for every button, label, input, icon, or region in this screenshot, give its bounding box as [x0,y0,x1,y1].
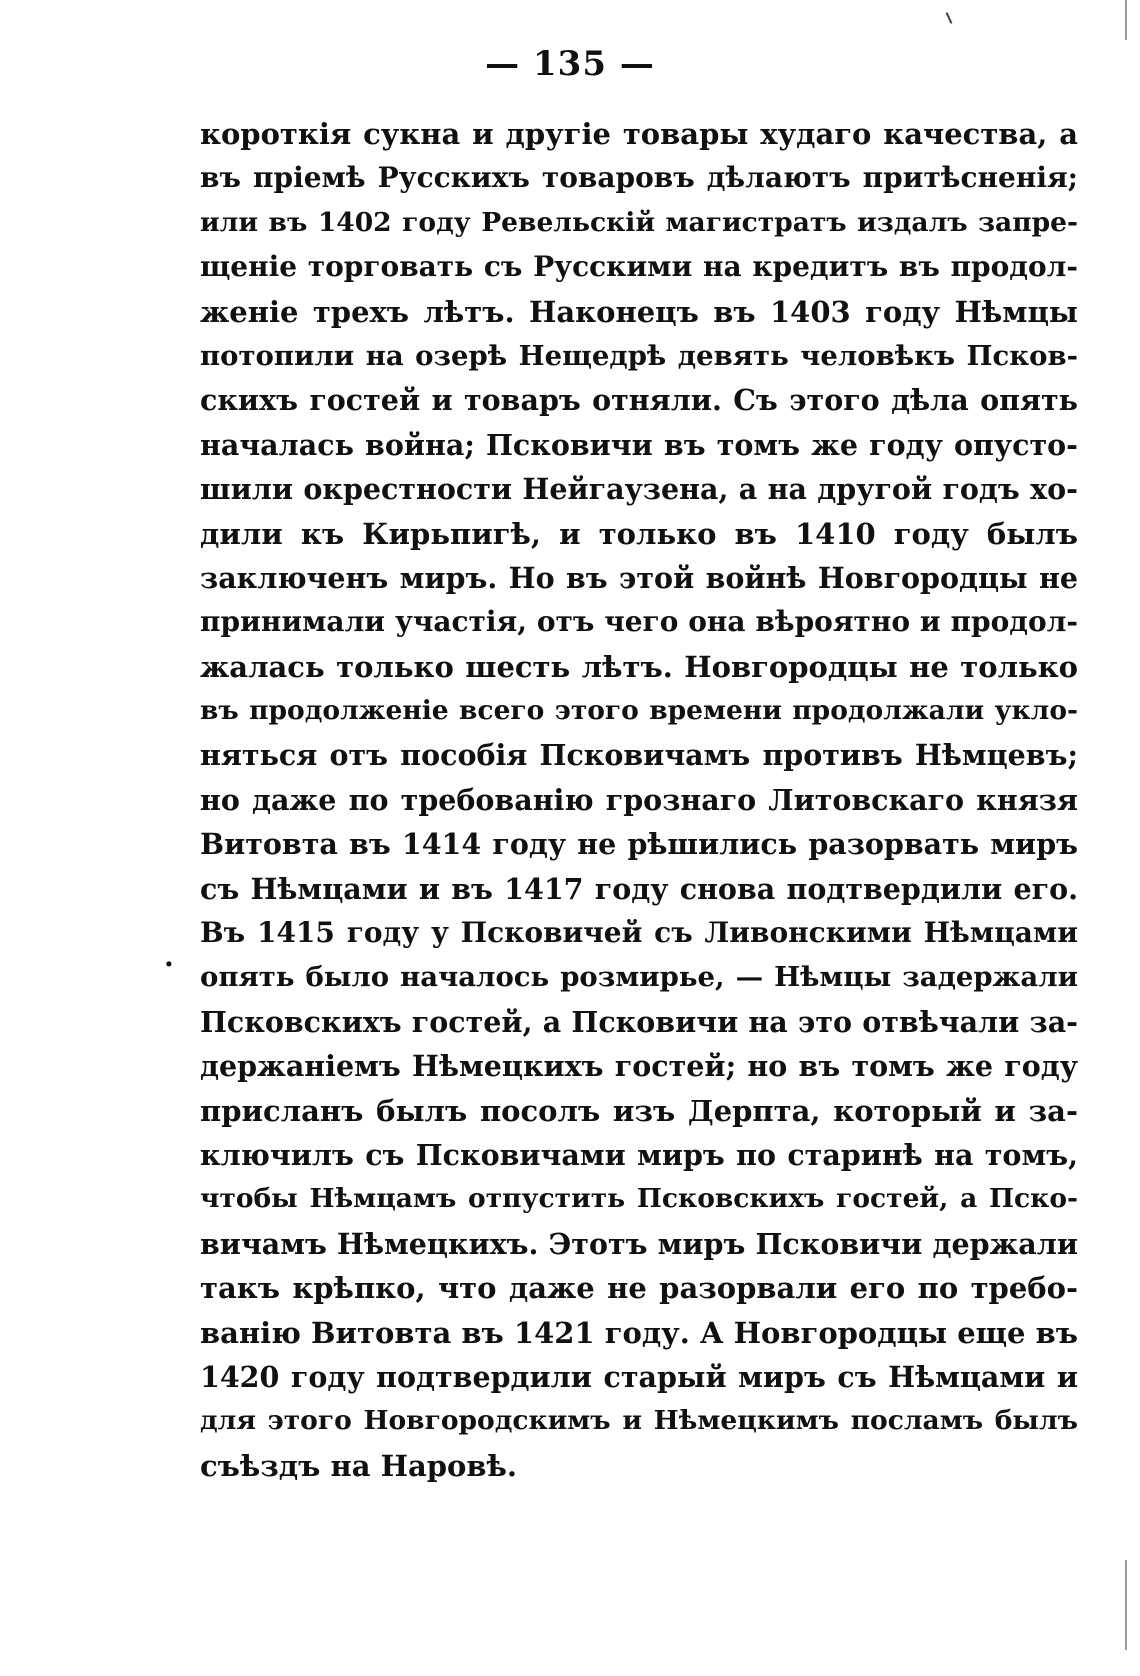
text-line: няться отъ пособія Псковичамъ противъ Нѣмцевъ; [200,738,1078,773]
page-edge-line-top [1125,0,1127,40]
text-line: принимали участія, отъ чего она вѣроятно и продол- [200,605,1078,639]
text-line: началась война; Псковичи въ томъ же году опусто- [200,427,1078,462]
page-edge-line-bottom [1125,1560,1127,1650]
text-line: Въ 1415 году у Псковичей съ Ливонскими Нѣмцами [200,916,1078,950]
text-line: потопили на озерѣ Нещедрѣ девять человѣкъ Псков- [200,339,1078,372]
text-line: 1420 году подтвердили старый миръ съ Нѣмцами и [200,1359,1078,1394]
text-line: заключенъ миръ. Но въ этой войнѣ Новгородцы не [200,560,1078,595]
text-line: Псковскихъ гостей, а Псковичи на это отвѣчали за- [200,1004,1078,1039]
text-line: въ пріемѣ Русскихъ товаровъ дѣлаютъ притѣсненія; [200,161,1078,195]
text-line: жалась только шесть лѣтъ. Новгородцы не только [200,649,1078,684]
text-line: или въ 1402 году Ревельскій магистратъ издалъ запре- [200,206,1078,238]
text-line: опять было началось розмирье, — Нѣмцы задержали [200,961,1078,994]
text-line: шили окрестности Нейгаузена, а на другой годъ хо- [200,472,1078,507]
text-line: съ Нѣмцами и въ 1417 году снова подтвердили его. [200,871,1078,906]
text-line: щеніе торговать съ Русскими на кредитъ въ продол- [200,250,1078,284]
body-text [200,112,1078,1488]
text-line: вичамъ Нѣмецкихъ. Этотъ миръ Псковичи держали [200,1226,1078,1261]
text-line: ключилъ съ Псковичами миръ по старинѣ на томъ, [200,1137,1078,1172]
text-line: присланъ былъ посолъ изъ Дерпта, который и за- [200,1093,1078,1128]
text-line: Витовта въ 1414 году не рѣшились разорвать миръ [200,827,1078,862]
text-line: держаніемъ Нѣмецкихъ гостей; но въ томъ же году [200,1049,1078,1084]
text-line: но даже по требованію грознаго Литовскаго князя [200,782,1078,817]
text-line: въ продолженіе всего этого времени продолжали укло- [200,695,1078,727]
text-line: ванію Витовта въ 1421 году. А Новгородцы еще въ [200,1315,1078,1350]
text-line: чтобы Нѣмцамъ отпустить Псковскихъ гостей, а Пско- [200,1183,1078,1215]
text-line: женіе трехъ лѣтъ. Наконецъ въ 1403 году Нѣмцы [200,294,1078,329]
text-line: короткія сукна и другіе товары худаго качества, а [200,117,1078,151]
scan-speck [946,12,953,24]
page-number: — 135 — [485,44,655,84]
text-line: скихъ гостей и товаръ отняли. Съ этого дѣла опять [200,383,1078,418]
text-line: съѣздъ на Наровѣ. [200,1448,518,1483]
text-line: дили къ Кирьпигѣ, и только въ 1410 году былъ [200,516,1078,551]
text-line: для этого Новгородскимъ и Нѣмецкимъ посламъ былъ [200,1405,1078,1437]
text-line: такъ крѣпко, что даже не разорвали его по требо- [200,1271,1078,1306]
margin-mark: . [164,940,174,973]
